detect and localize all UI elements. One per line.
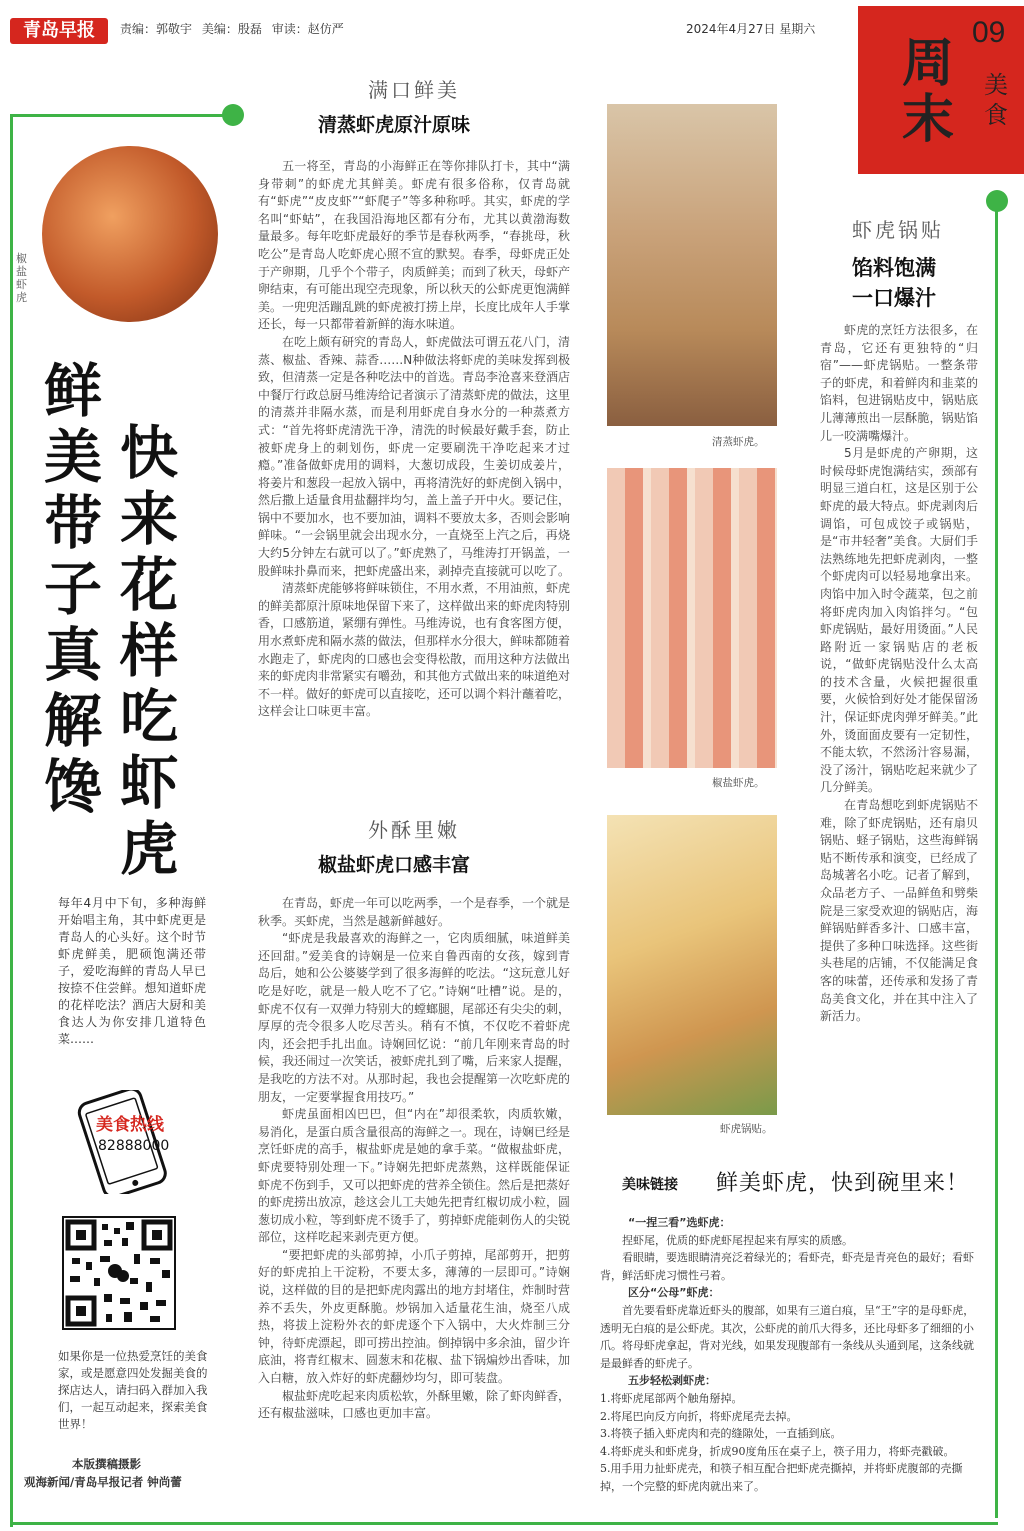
article3-kicker: 虾虎锅贴 [852,218,944,242]
frame-dot-left [222,104,244,126]
tips-section-title: 区分“公母”虾虎： [628,1286,720,1300]
article1-paragraph: 五一将至，青岛的小海鲜正在等你排队打卡，其中“满身带刺”的虾虎尤其鲜美。虾虎有很多俗称，仅青岛就有“虾虎”“皮皮虾”“虾爬子”等多种称呼。其实，虾虎的学名叫“虾蛄”，在我国沿海地区都有分布，尤其以黄渤海数量最多。每年吃虾虎最好的季节是春秋两季，“春挑母，秋吃公”是青岛人吃虾虎心照不宣的默契。春季，母虾虎正处于产卵期，几乎个个带子，肉质鲜美；而到了秋天，母虾产卵结束，有可能出现空壳现象，所以秋天的公虾虎更饱满鲜美。一兜兜活蹦乱跳的虾虎被打捞上岸，长度比成年人手掌还长，每一只都带着新鲜的海水味道。 [258,159,571,332]
tips-line: 首先要看虾虎靠近虾头的腹部，如果有三道白痕，呈“王”字的是母虾虎，透明无白痕的是公虾虎。其次，公虾虎的前爪大得多，还比母虾多了细细的小爪。将母虾虎拿起，背对光线，如果发现腹部有一条线从头通到尾，这条线就是最鲜香的虾虎子。 [600,1303,975,1370]
photo-steamed-mantis-shrimp [607,104,777,426]
article3-paragraph: 5月是虾虎的产卵期，这时候母虾虎饱满结实，颈部有明显三道白杠，这是区别于公虾虎的最大特点。虾虎剥肉后调馅，可包成饺子或锅贴，是“市井轻奢”美食。大厨们手法熟练地先把虾虎剥肉，一整个虾虎肉可以轻易地拿出来。肉馅中加入时令蔬菜，包之前将虾虎肉加入肉馅拌匀。“包虾虎锅贴，最好用烫面。”人民路附近一家锅贴店的老板说，“做虾虎锅贴没什么太高的技术含量，火候把握很重要，火候恰到好处才能保留汤汁，保证虾虎肉弹牙鲜美。”此外，烫面面皮要有一定韧性，不能太软，不然汤汁容易漏，没了汤汁，锅贴吃起来就少了几分鲜美。 [820,446,978,795]
photo-salt-pepper-mantis-shrimp [607,468,777,768]
tips-step: 3.将筷子插入虾虎肉和壳的缝隙处，一直插到底。 [600,1427,842,1441]
article1-paragraph: 在吃上颇有研究的青岛人，虾虎做法可谓五花八门，清蒸、椒盐、香辣、蒜香……N种做法将虾虎的美味发挥到极致，但清蒸一定是各种吃法中的首选。青岛李沧喜来登酒店中餐厅行政总厨马维涛给记者演示了清蒸虾虎的做法，这里的清蒸并非隔水蒸，而是利用虾虎自身水分的一种蒸煮方式：“首先将虾虎清洗干净，清洗的时候最好戴手套，防止被虾虎身上的刺划伤，虾虎一定要刷洗干净吃起来才过瘾。”准备做虾虎用的调料，大葱切成段，生姜切成姜片，将姜片和葱段一起放入锅中，再将清洗好的虾虎倒入锅中，然后撒上适量食用盐翻拌均匀，盖上盖子开中火。要记住，锅中不要加水，也不要加油，调料不要放太多，否则会影响鲜味。“一会锅里就会出现水分，一直烧至上汽之后，再烧大约5分钟左右就可以了。”虾虎熟了，马维涛打开锅盖，一股鲜味扑鼻而来，把虾虎盛出来，剥掉壳直接就可以吃了。 [258,334,571,578]
photo-caption: 椒盐虾虎。 [712,777,765,789]
photo-mantis-shrimp-potstickers [607,815,777,1115]
intro-text: 每年4月中下旬，多种海鲜开始唱主角，其中虾虎更是青岛人的心头好。这个时节虾虎鲜美，肥硕饱满还带子，爱吃海鲜的青岛人早已按捺不住尝鲜。想知道虾虎的花样吃法？酒店大厨和美食达人为你安排几道特色菜…… [58,896,206,1046]
editor-credits [120,20,350,37]
qr-code-icon[interactable] [62,1216,176,1330]
article2-paragraph: 虾虎虽面相凶巴巴，但“内在”却很柔软，肉质软嫩，易消化，是蛋白质含量很高的海鲜之一。现在，诗娴已经是烹饪虾虎的高手，椒盐虾虎是她的拿手菜。“做椒盐虾虎，虾虎要特别处理一下。”诗娴先把虾虎蒸熟，这样既能保证虾虎不伤到手，又可以把虾虎的营养全锁住。然后是把蒸好的虾虎捞出放凉，趁这会儿工夫她先把青红椒切成小粒，圆葱切成小粒，等到虾虎不烫手了，剪掉虾虎能刺伤人的尖锐部位，这样吃起来剥壳更方便。 [258,1107,571,1245]
article3-subhead-1: 馅料饱满 [852,256,936,280]
photo-caption: 虾虎锅贴。 [720,1123,773,1135]
tips-line: 看眼睛，要选眼睛清亮泛着绿光的；看虾壳，虾壳是青亮色的最好；看虾背，鲜活虾虎习惯性弓着。 [600,1251,974,1282]
dish-photo-caption: 椒盐虾虎 [16,252,27,304]
byline-label: 本版撰稿摄影 [72,1457,141,1471]
frame-dot-right [986,190,1008,212]
issue-date: 2024年4月27日 星期六 [686,22,816,36]
article2-subhead: 椒盐虾虎口感丰富 [318,854,471,876]
bottom-frame [10,1522,998,1525]
hotline-number: 82888000 [98,1138,170,1154]
article3-subhead-2: 一口爆汁 [852,286,936,310]
article2-kicker: 外酥里嫩 [368,818,460,842]
masthead-logo: 青岛早报 [10,18,108,44]
subsection-title: 美食 [984,71,1008,129]
tips-step: 5.用手用力扯虾虎壳，和筷子相互配合把虾虎壳撕掉，并将虾虎腹部的壳撕掉，一个完整的虾虎肉就出来了。 [600,1462,963,1493]
article2-body [258,895,570,1423]
editor-credit: 责编：郭敬宇 [120,22,193,36]
tips-step: 2.将尾巴向反方向折，将虾虎尾壳去掉。 [600,1409,798,1423]
section-title: 周末 [902,33,955,150]
dish-photo-circle [42,146,218,322]
article3-paragraph: 虾虎的烹饪方法很多，在青岛，它还有更独特的“归宿”——虾虎锅贴。一整条带子的虾虎，和着鲜肉和韭菜的馅料，包进锅贴皮中，锅贴底儿薄薄煎出一层酥脆，锅贴馅儿一咬满嘴爆汁。 [820,323,978,443]
article1-body [258,158,570,721]
tips-step: 1.将虾虎尾部两个触角掰掉。 [600,1391,743,1405]
main-headline-1: 快来花样吃虾虎 [120,419,179,883]
article2-paragraph: 椒盐虾虎吃起来肉质松软，外酥里嫩，除了虾肉鲜香，还有椒盐滋味，口感也更加丰富。 [258,1388,571,1421]
article3-paragraph: 在青岛想吃到虾虎锅贴不难，除了虾虎锅贴，还有扇贝锅贴、蛏子锅贴，这些海鲜锅贴不断传承和演变，已经成了岛城著名小吃。记者了解到，众品老方子、一品鲜鱼和劈柴院是三家受欢迎的锅贴店，海鲜锅贴鲜香多汁、口感丰富，提供了多种口味选择。这些街头巷尾的店铺，不仅能满足食客的味蕾，还传承和发扬了青岛美食文化，并在其中注入了新活力。 [820,798,978,1024]
photo-caption: 清蒸虾虎。 [712,436,765,448]
tips-section-title: “一捏三看”选虾虎： [628,1216,731,1229]
article1-kicker: 满口鲜美 [368,78,460,102]
article2-paragraph: “虾虎是我最喜欢的海鲜之一，它肉质细腻，味道鲜美还回甜。”爱美食的诗娴是一位来自鲁西南的女孩，嫁到青岛后，她和公公婆婆学到了很多海鲜的吃法。“这玩意儿好吃是好吃，就是一般人吃不了它。”诗娴“吐槽”说。是的，虾虎不仅有一双弹力特别大的螳螂腿，尾部还有尖尖的刺，厚厚的壳令很多人吃尽苦头。稍有不慎，不仅吃不着虾虎肉，还会把手扎出血。诗娴回忆说：“前几年刚来青岛的时候，我还闹过一次笑话，被虾虎扎到了嘴，后来家人提醒，是我吃的方法不对。从那时起，我也会提醒第一次吃虾虎的朋友，一定要掌握食用技巧。” [258,931,571,1104]
proofreader-credit: 审读：赵仿严 [271,22,344,36]
qr-invite-text: 如果你是一位热爱烹饪的美食家，或是愿意四处发掘美食的探店达人，请扫码入群加入我们，一起互动起来，探索美食世界！ [58,1349,208,1431]
article2-paragraph: 在青岛，虾虎一年可以吃两季，一个是春季，一个就是秋季。买虾虎，当然是越新鲜越好。 [258,896,571,928]
right-frame [995,198,998,1518]
article3-body [820,322,978,1026]
tips-panel [600,1214,980,1496]
main-headline-2: 鲜美带子真解馋 [44,357,103,821]
tips-section-title: 五步轻松剥虾虎： [628,1374,716,1388]
tips-label: 美味链接 [622,1177,678,1193]
article1-subhead: 清蒸虾虎原汁原味 [318,114,471,136]
designer-credit: 美编：殷磊 [201,22,262,36]
page-number: 09 [972,16,1006,49]
tips-title: 鲜美虾虎，快到碗里来！ [716,1171,970,1196]
tips-step: 4.将虾虎头和虾虎身，折成90度角压在桌子上，筷子用力，将虾壳戳破。 [600,1444,955,1458]
byline-reporter: 观海新闻/青岛早报记者 钟尚蕾 [24,1475,182,1489]
tips-line: 捏虾尾，优质的虾虎虾尾捏起来有厚实的质感。 [622,1233,853,1247]
article2-paragraph: “要把虾虎的头部剪掉，小爪子剪掉，尾部剪开，把剪好的虾虎拍上干淀粉，不要太多，薄薄的一层即可。”诗娴说，这样做的目的是把虾虎肉露出的地方封堵住，炸制时营养不丢失，外皮更酥脆。炒锅加入适量花生油，烧至八成热，将拔上淀粉外衣的虾虎逐个下入锅中，大火炸制三分钟，待虾虎漂起，即可捞出控油。倒掉锅中多余油，留少许底油，将青红椒末、圆葱末和花椒、盐下锅煸炒出香味，加入白糖，放入炸好的虾虎翻炒均匀，即可装盘。 [258,1247,571,1386]
hotline-title: 美食热线 [96,1115,164,1135]
article1-paragraph: 清蒸虾虎能够将鲜味锁住，不用水煮，不用油煎，虾虎的鲜美都原汁原味地保留下来了，这样做出来的虾虎肉特别香，口感筋道，紧绷有弹性。马维涛说，也有食客图方便，用水煮虾虎和隔水蒸的做法，但那样水分很大，鲜味都随着水跑走了，虾虎肉的口感也会变得松散，而用这种方法做出来的虾虎肉非常紧实有嚼劲，和其他方式做出来的味道绝对不一样。做好的虾虎可以直接吃，还可以调个料汁蘸着吃，这样会让口味更丰富。 [258,581,571,719]
